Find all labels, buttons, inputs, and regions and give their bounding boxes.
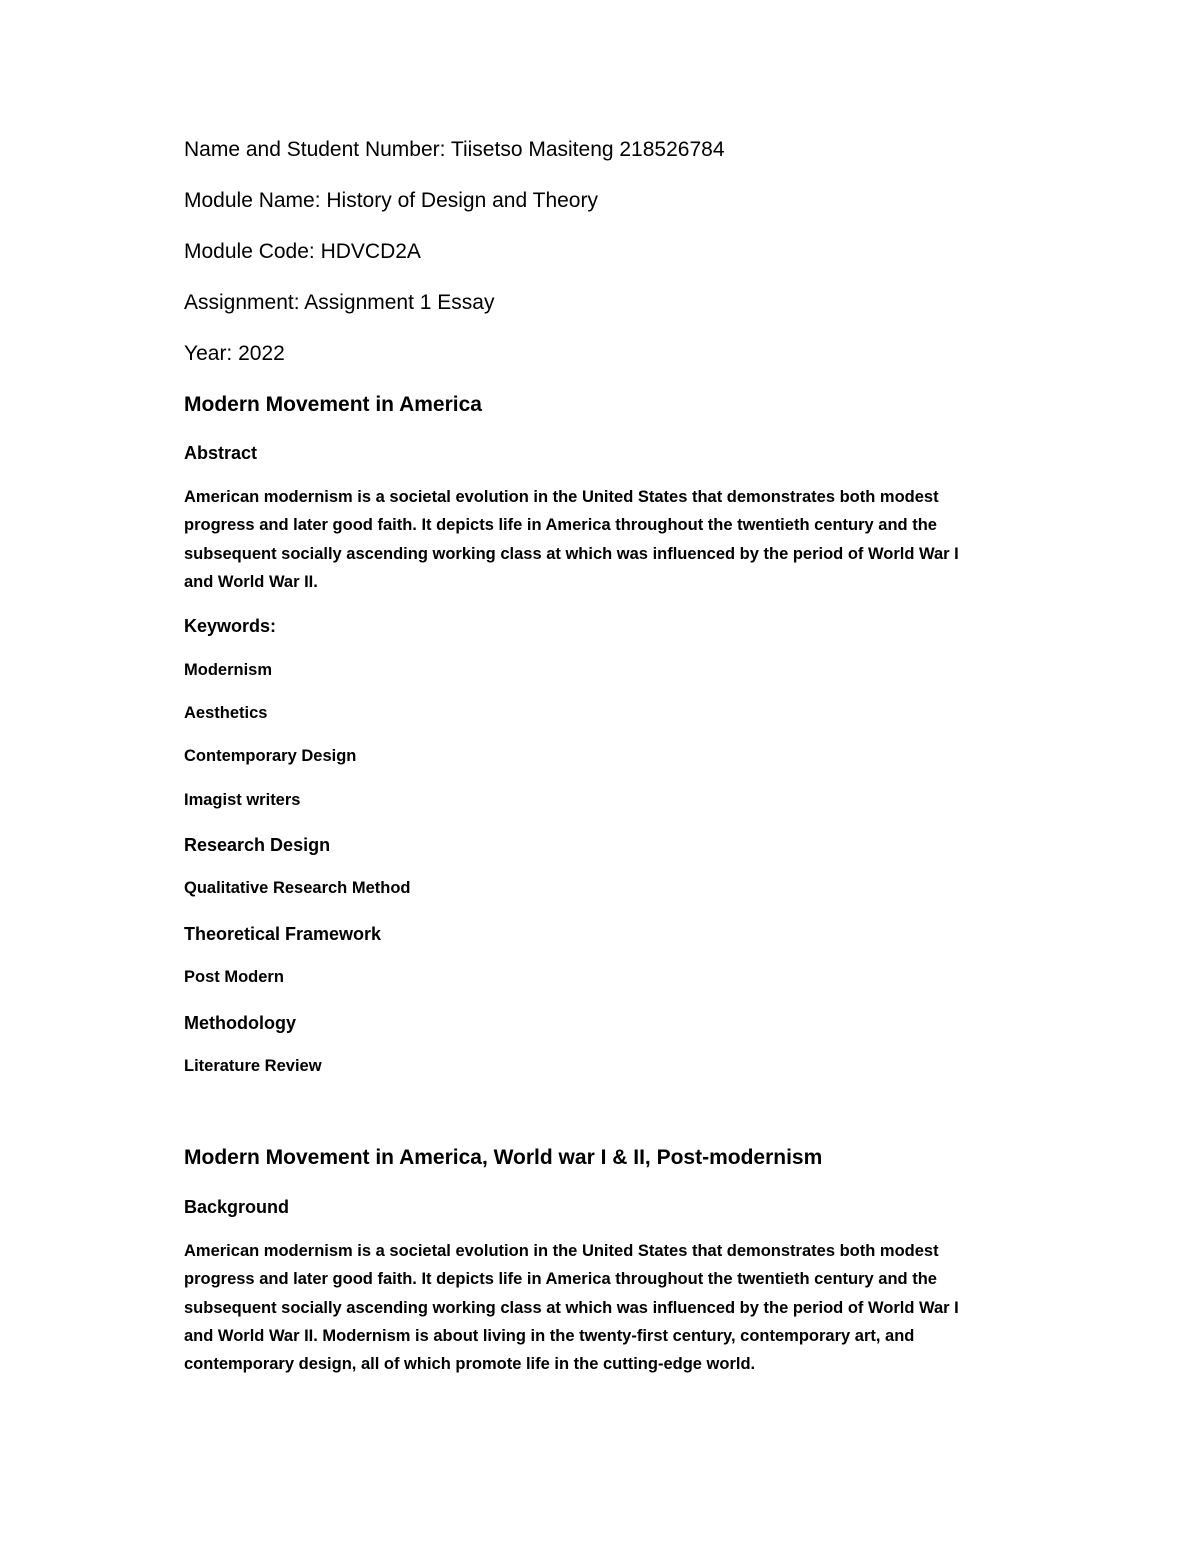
abstract-line: American modernism is a societal evolution in the United States that demonstrates both modest [184,488,939,506]
student-name-line: Name and Student Number: Tiisetso Masiteng 218526784 [184,138,725,161]
abstract-line: subsequent socially ascending working class at which was influenced by the period of World War I [184,544,959,563]
theoretical-framework-heading: Theoretical Framework [184,924,382,944]
module-code-line: Module Code: HDVCD2A [184,240,421,263]
abstract-paragraph [184,483,1014,596]
background-heading: Background [184,1197,290,1217]
abstract-line: progress and later good faith. It depicts life in America throughout the twentieth century and the [184,516,937,535]
keyword-item: Modernism [184,661,273,679]
methodology-value: Literature Review [184,1057,322,1075]
abstract-heading: Abstract [184,443,258,463]
abstract-line: and World War II. [184,572,318,591]
background-line: contemporary design, all of which promote life in the cutting-edge world. [184,1355,756,1374]
section-title: Modern Movement in America, World war I & II, Post-modernism [184,1146,823,1169]
background-line: American modernism is a societal evolution in the United States that demonstrates both modest [184,1242,939,1260]
keyword-item: Aesthetics [184,704,268,722]
background-line: and World War II. Modernism is about living in the twenty-first century, contemporary art, and [184,1326,915,1345]
methodology-heading: Methodology [184,1013,296,1033]
theoretical-framework-value: Post Modern [184,968,284,986]
keyword-item: Contemporary Design [184,747,357,765]
background-paragraph [184,1237,1014,1378]
keyword-item: Imagist writers [184,791,301,809]
year-line: Year: 2022 [184,342,285,365]
research-design-heading: Research Design [184,835,331,855]
module-name-line: Module Name: History of Design and Theory [184,189,598,212]
assignment-line: Assignment: Assignment 1 Essay [184,291,495,314]
research-design-value: Qualitative Research Method [184,879,411,897]
keywords-heading: Keywords: [184,616,277,636]
document-title: Modern Movement in America [184,393,482,416]
background-line: progress and later good faith. It depicts life in America throughout the twentieth century and the [184,1270,937,1289]
background-line: subsequent socially ascending working class at which was influenced by the period of World War I [184,1298,959,1317]
